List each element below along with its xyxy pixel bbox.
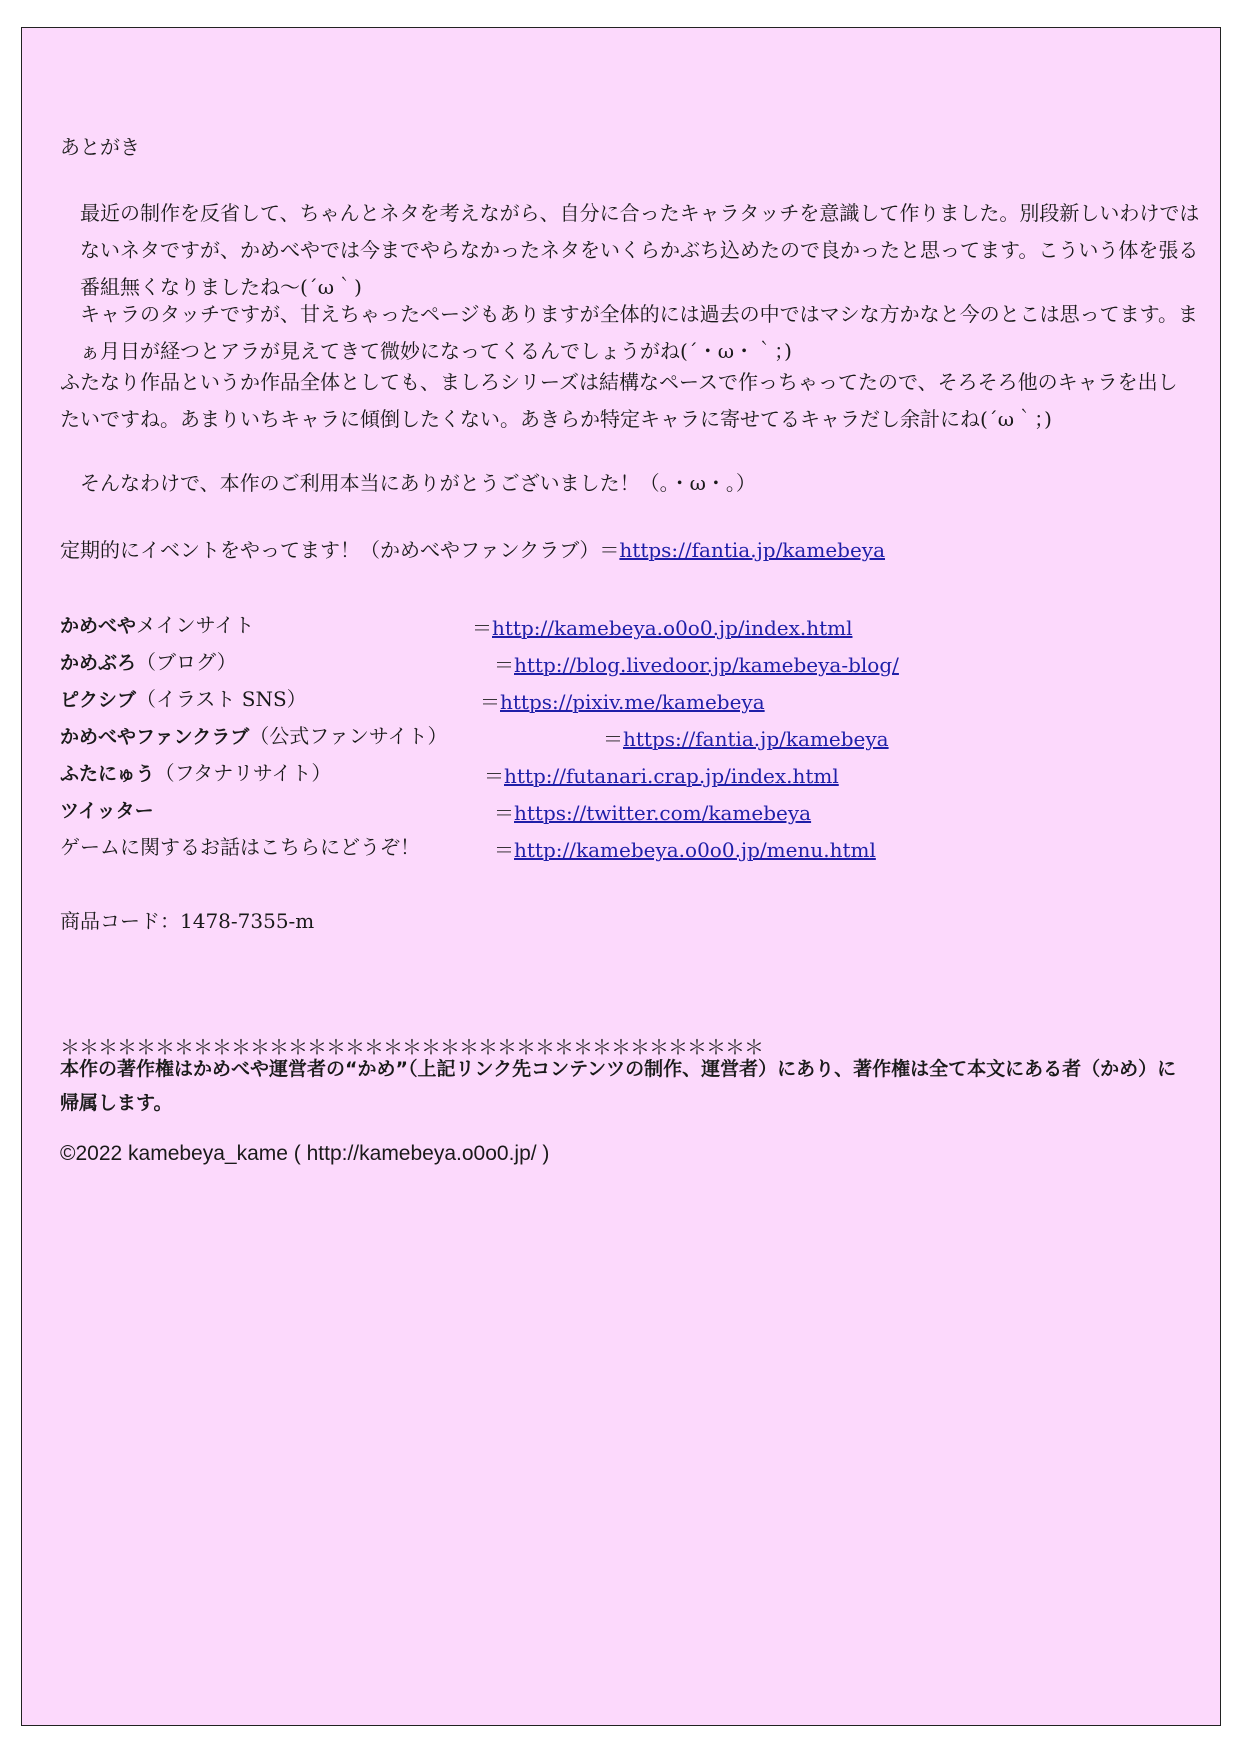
paragraph-4: そんなわけで、本作のご利用本当にありがとうございました！（。・ω・。） xyxy=(80,471,756,495)
paragraph-2: キャラのタッチですが、甘えちゃったページもありますが全体的には過去の中ではマシな方かなと今のとこは思ってます。まぁ月日が経つとアラが見えてきて微妙になってくるんでしょうがね(´・ω・｀；) xyxy=(80,302,1198,363)
link-name-rest: （イラスト SNS） xyxy=(136,687,307,711)
link-name-bold: かめべや xyxy=(60,615,137,637)
twitter-link[interactable]: https://twitter.com/kamebeya xyxy=(514,801,812,825)
fanclub-link[interactable]: https://fantia.jp/kamebeya xyxy=(623,727,889,751)
event-line xyxy=(60,537,885,563)
pixiv-link[interactable]: https://pixiv.me/kamebeya xyxy=(500,690,765,714)
link-name-bold: ふたにゅう xyxy=(60,763,155,785)
equals-sign: ＝ xyxy=(494,838,514,862)
event-link[interactable]: https://fantia.jp/kamebeya xyxy=(619,538,886,562)
link-name-rest: （フタナリサイト） xyxy=(154,761,332,785)
link-row-pixiv xyxy=(60,686,307,713)
event-text: 定期的にイベントをやってます！（かめべやファンクラブ）＝ xyxy=(60,538,620,562)
link-name-rest: （ブログ） xyxy=(136,650,237,674)
equals-sign: ＝ xyxy=(494,653,514,677)
link-name-bold: ツイッター xyxy=(60,800,154,822)
link-name-rest: （公式ファンサイト） xyxy=(249,724,448,748)
copyright-line: ©2022 kamebeya_kame ( http://kamebeya.o0o0.jp/ ) xyxy=(60,1142,550,1165)
paragraph-1: 最近の制作を反省して、ちゃんとネタを考えながら、自分に合ったキャラタッチを意識して作りました。別段新しいわけではないネタですが、かめべやでは今までやらなかったネタをいくらかぶち込めたので良かったと思ってます。こういう体を張る番組無くなりましたね～(´ω｀) xyxy=(80,201,1200,299)
equals-sign: ＝ xyxy=(494,801,514,825)
link-row-main-site xyxy=(60,612,254,639)
link-name-bold: かめべやファンクラブ xyxy=(60,726,250,748)
futanyu-link[interactable]: http://futanari.crap.jp/index.html xyxy=(504,764,839,788)
link-row-twitter xyxy=(60,797,154,824)
link-name-rest: ゲームに関するお話はこちらにどうぞ！ xyxy=(60,835,420,859)
link-value-futanyu xyxy=(484,760,839,789)
equals-sign: ＝ xyxy=(603,727,623,751)
separator-line: ＊＊＊＊＊＊＊＊＊＊＊＊＊＊＊＊＊＊＊＊＊＊＊＊＊＊＊＊＊＊＊＊＊＊＊＊＊ xyxy=(60,1035,763,1059)
link-row-futanyu xyxy=(60,760,331,787)
link-value-blog xyxy=(494,649,899,678)
main-site-link[interactable]: http://kamebeya.o0o0.jp/index.html xyxy=(492,616,853,640)
link-value-fanclub xyxy=(603,723,889,752)
link-row-blog xyxy=(60,649,237,676)
link-row-game xyxy=(60,834,420,861)
link-value-game xyxy=(494,834,876,863)
link-row-fanclub xyxy=(60,723,447,750)
link-name-bold: ピクシブ xyxy=(60,689,137,711)
link-name-bold: かめぶろ xyxy=(60,652,137,674)
equals-sign: ＝ xyxy=(484,764,504,788)
blog-link[interactable]: http://blog.livedoor.jp/kamebeya-blog/ xyxy=(514,653,899,677)
link-value-main-site xyxy=(472,612,853,641)
product-code: 商品コード：1478-7355-m xyxy=(60,909,315,933)
page-frame xyxy=(21,27,1221,1726)
paragraph-3: ふたなり作品というか作品全体としても、ましろシリーズは結構なペースで作っちゃってたので、そろそろ他のキャラを出したいですね。あまりいちキャラに傾倒したくない。あきらか特定キャラに寄せてるキャラだし余計にね(´ω｀；) xyxy=(60,370,1178,431)
link-value-pixiv xyxy=(480,686,765,715)
copyright-notice: 本作の著作権はかめべや運営者の“かめ”（上記リンク先コンテンツの制作、運営者）にあり、著作権は全て本文にある者（かめ）に帰属します。 xyxy=(60,1058,1177,1114)
equals-sign: ＝ xyxy=(480,690,500,714)
afterword-heading: あとがき xyxy=(60,135,140,159)
link-name-rest: メインサイト xyxy=(136,613,255,637)
link-value-twitter xyxy=(494,797,811,826)
game-menu-link[interactable]: http://kamebeya.o0o0.jp/menu.html xyxy=(514,838,876,862)
equals-sign: ＝ xyxy=(472,616,492,640)
